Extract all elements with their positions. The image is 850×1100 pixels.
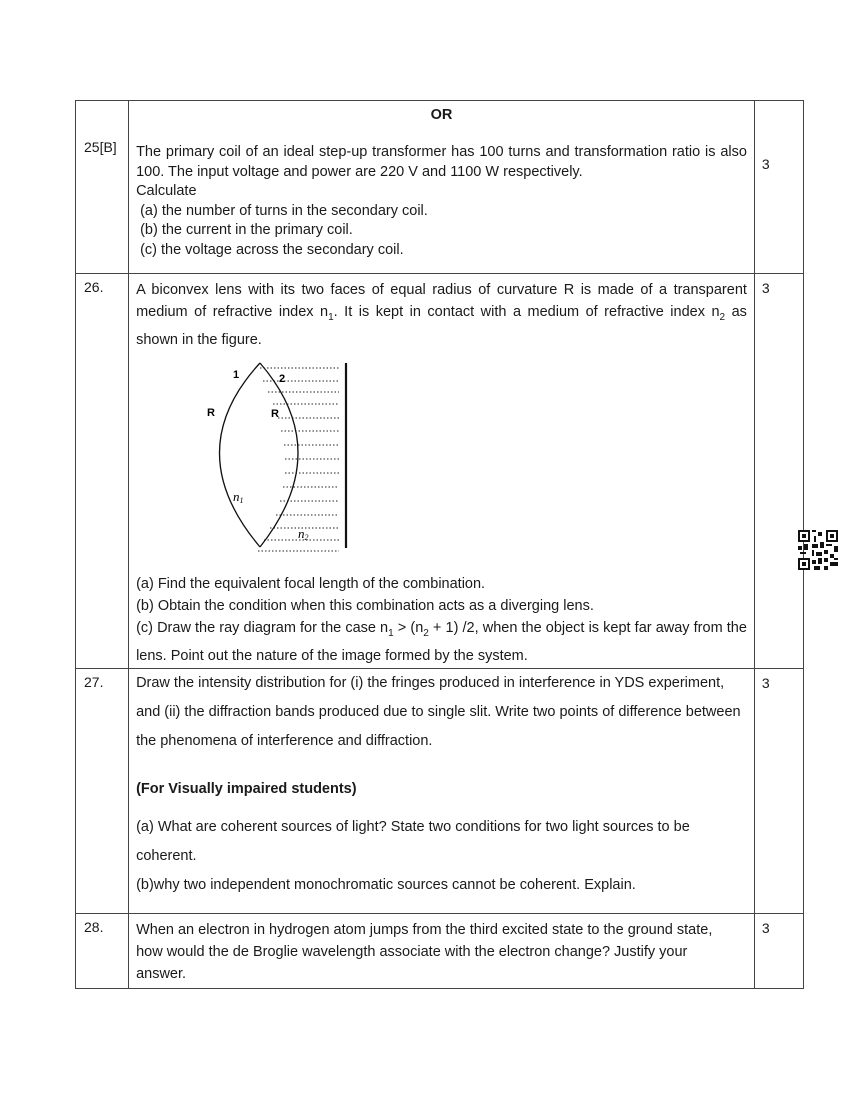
calculate-label: Calculate (136, 183, 197, 199)
question-number-cell (76, 669, 129, 914)
question-intro: The primary coil of an ideal step-up transformer has 100 turns and transformation ratio is also 100. The input voltage and power are 220 V and 1100 W respectively. (136, 144, 747, 180)
part-b: (b) the current in the primary coil. (140, 222, 353, 238)
biconvex-lens-diagram (196, 351, 436, 573)
part-a: (a) the number of turns in the secondary coil. (140, 202, 428, 219)
marks-cell (754, 914, 803, 989)
label-radius-right: R (271, 407, 280, 420)
or-label: OR (430, 107, 453, 123)
vi-part-a: (a) What are coherent sources of light? State two conditions for two light sources to be coherent. (136, 819, 690, 864)
table-row-28 (76, 914, 804, 989)
marks: 3 (761, 675, 770, 691)
vi-part-b: (b)why two independent monochromatic sources cannot be coherent. Explain. (136, 877, 636, 893)
marks-cell (754, 101, 803, 274)
marks-cell (754, 274, 803, 669)
table-row-26 (76, 274, 804, 669)
marks-cell (754, 669, 803, 914)
part-c: (c) the voltage across the secondary coil. (140, 241, 404, 258)
question-text-cell (129, 914, 755, 989)
question-number: 25[B] (84, 139, 117, 155)
label-surface-1: 1 (233, 368, 240, 381)
question-number: 27. (84, 674, 104, 690)
question-number: 28. (84, 919, 104, 935)
question-text: Draw the intensity distribution for (i) the fringes produced in interference in YDS experiment, and (ii) the diffraction bands produced due to single slit. Write two points of difference between the phenomena of interference and diffraction. (136, 675, 741, 749)
label-n1: n1 (233, 488, 244, 505)
question-text: When an electron in hydrogen atom jumps from the third excited state to the ground state, how would the de Broglie wavelength associate with the electron change? Justify your answer. (136, 922, 713, 982)
label-surface-2: 2 (279, 372, 286, 385)
question-text-cell (129, 669, 755, 914)
question-number-cell (76, 914, 129, 989)
question-text-cell (129, 101, 755, 274)
question-number: 26. (84, 279, 104, 295)
marks: 3 (761, 920, 770, 936)
question-intro: A biconvex lens with its two faces of equal radius of curvature R is made of a transparent medium of refractive index $n_1$. It is kept in contact with a medium of refractive index $n_2$ as shown in the figure. (136, 282, 747, 348)
part-c: (c) Draw the ray diagram for the case $n_1 > (n_2 + 1)$ /2, when the object is kept far away from the lens. Point out the nature of the image formed by the system. (136, 619, 747, 664)
visually-impaired-heading: (For Visually impaired students) (136, 781, 357, 797)
question-table (75, 100, 804, 989)
part-a: (a) Find the equivalent focal length of the combination. (136, 575, 486, 592)
table-row-27 (76, 669, 804, 914)
label-n2: n2 (298, 525, 309, 542)
table-row-25b (76, 101, 804, 274)
lens-surface-2 (260, 363, 298, 547)
question-number-cell (76, 274, 129, 669)
question-number-cell (76, 101, 129, 274)
question-text-cell (129, 274, 755, 669)
part-b: (b) Obtain the condition when this combination acts as a diverging lens. (136, 597, 594, 614)
lens-surface-1 (220, 363, 261, 547)
qr-code-icon (798, 530, 838, 570)
lens-figure (136, 351, 747, 573)
medium-hatching (258, 368, 339, 551)
marks: 3 (761, 280, 770, 296)
label-radius-left: R (207, 406, 216, 419)
marks: 3 (761, 156, 770, 172)
